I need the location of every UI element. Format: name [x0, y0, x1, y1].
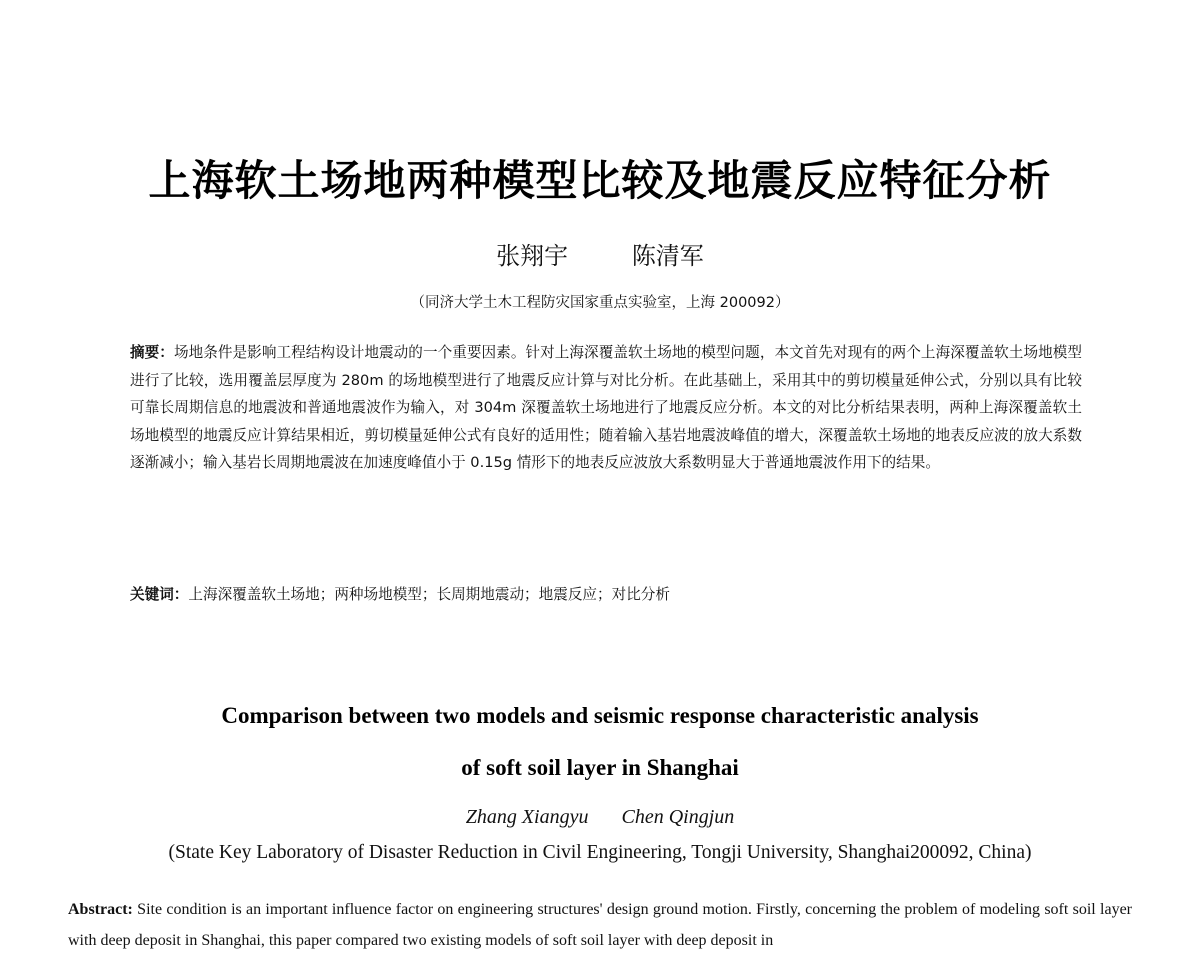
chinese-keywords-label: 关键词：: [130, 586, 189, 603]
chinese-authors: [0, 236, 1200, 271]
english-abstract: [68, 894, 1132, 956]
english-affiliation: (State Key Laboratory of Disaster Reduction in Civil Engineering, Tongji University, Shanghai200092, China): [168, 842, 1032, 863]
author-1-zh: 张翔宇: [496, 242, 569, 270]
english-title-line-1: Comparison between two models and seismic response characteristic analysis: [221, 703, 979, 728]
english-title-line-2: of soft soil layer in Shanghai: [461, 755, 739, 780]
chinese-abstract-label: 摘要：: [130, 344, 174, 361]
english-abstract-label: Abstract:: [68, 901, 133, 918]
chinese-abstract-text: 场地条件是影响工程结构设计地震动的一个重要因素。针对上海深覆盖软土场地的模型问题，本文首先对现有的两个上海深覆盖软土场地模型进行了比较，选用覆盖层厚度为 280m 的场地模型进行了地震反应计算与对比分析。在此基础上，采用其中的剪切模量延伸公式，分别以具有比较可靠长周期信息的地震波和普通地震波作为输入，对 304m 深覆盖软土场地进行了地震反应分析。本文的对比分析结果表明，两种上海深覆盖软土场地模型的地震反应计算结果相近，剪切模量延伸公式有良好的适用性；随着输入基岩地震波峰值的增大，深覆盖软土场地的地表反应波的放大系数逐渐减小；输入基岩长周期地震波在加速度峰值小于 0.15g 情形下的地表反应波放大系数明显大于普通地震波作用下的结果。: [130, 344, 1082, 471]
chinese-title: 上海软土场地两种模型比较及地震反应特征分析: [148, 156, 1052, 205]
chinese-abstract: [130, 339, 1082, 477]
chinese-affiliation: （同济大学土木工程防灾国家重点实验室，上海 200092）: [410, 295, 790, 311]
author-2-zh: 陈清军: [631, 242, 704, 270]
english-authors: [0, 806, 1200, 829]
chinese-keywords-text: 上海深覆盖软土场地；两种场地模型；长周期地震动；地震反应；对比分析: [188, 586, 670, 603]
author-1-en: Zhang Xiangyu: [465, 806, 589, 828]
chinese-keywords: [130, 581, 1082, 608]
english-abstract-text: Site condition is an important influence factor on engineering structures' design ground motion. Firstly, concerning the problem of modeling soft soil layer with deep deposit in Shanghai, this paper compared two existing models of soft soil layer with deep deposit in: [68, 901, 1132, 949]
author-2-en: Chen Qingjun: [621, 806, 735, 828]
